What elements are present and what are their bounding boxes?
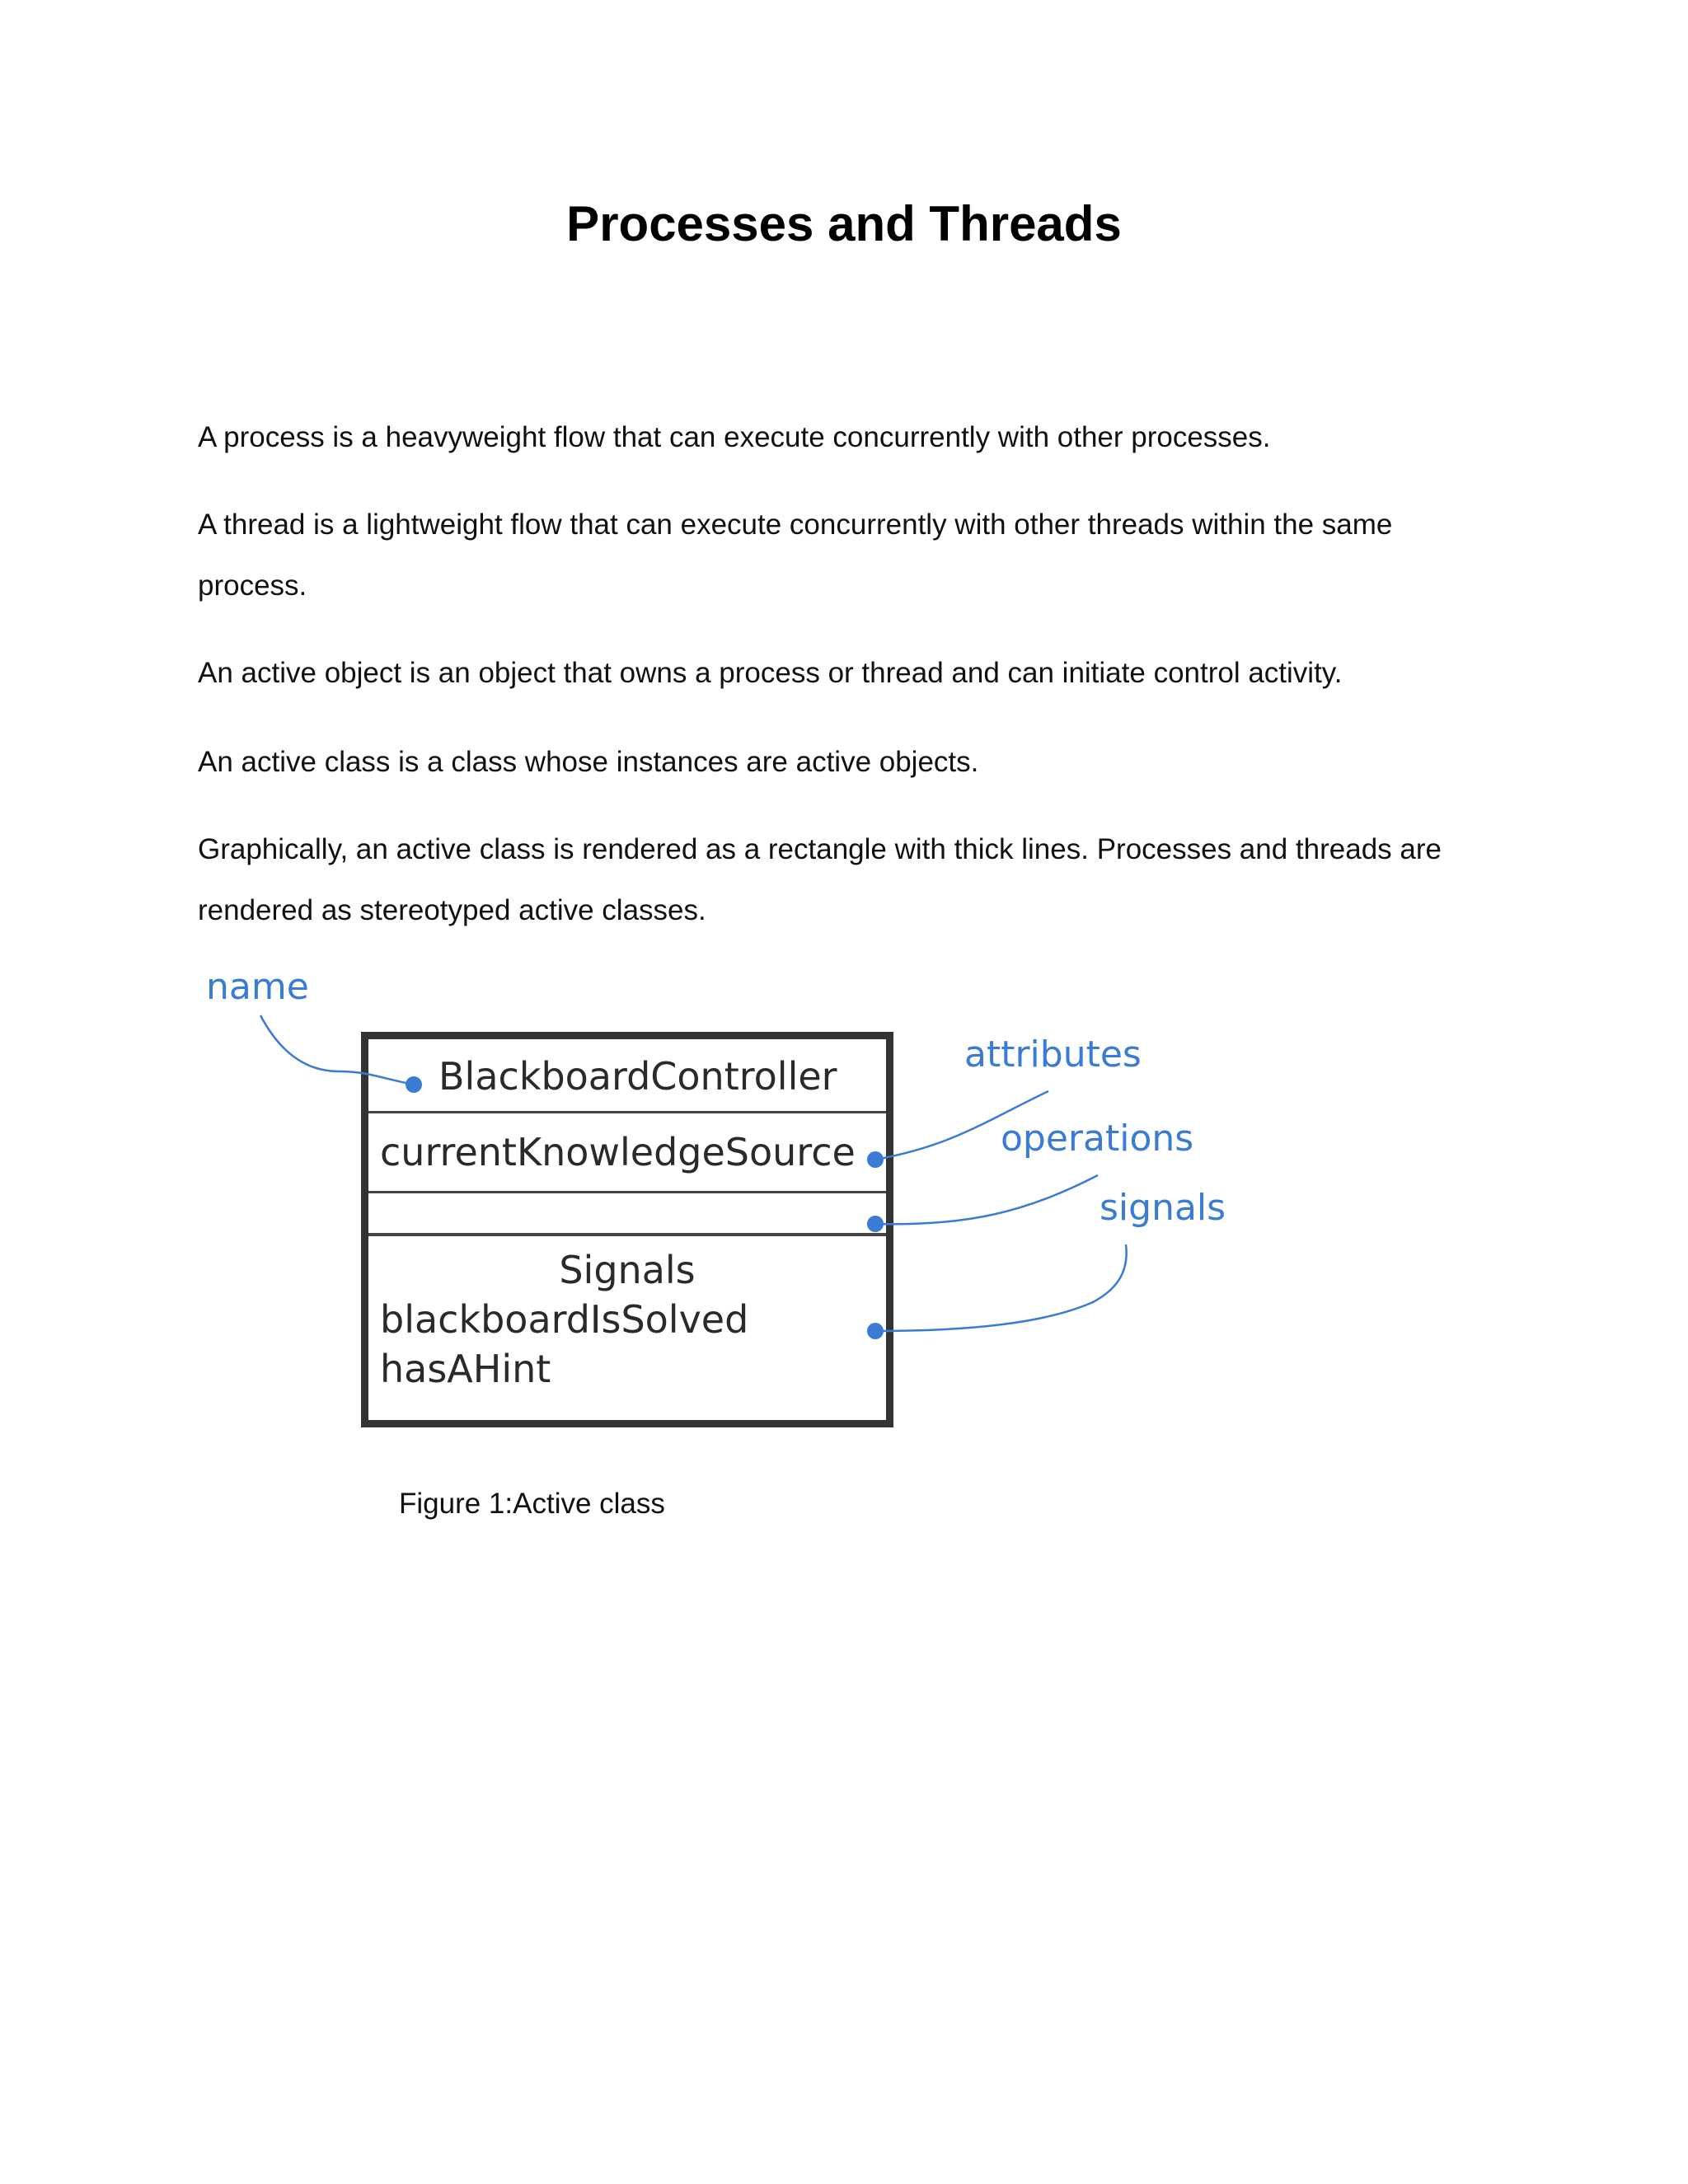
signal-item: hasAHint xyxy=(380,1347,551,1391)
signal-item: blackboardIsSolved xyxy=(380,1297,749,1342)
annotation-name: name xyxy=(206,966,309,1008)
page-title: Processes and Threads xyxy=(566,196,1122,251)
signals-heading: Signals xyxy=(559,1248,696,1292)
attributes-connector-dot xyxy=(867,1151,884,1168)
operations-connector-line xyxy=(875,1175,1098,1224)
annotation-operations: operations xyxy=(1001,1118,1194,1160)
active-class-diagram xyxy=(195,964,1266,1442)
paragraph-active-class: An active class is a class whose instances are active objects. xyxy=(198,746,979,778)
paragraph-graphically: Graphically, an active class is rendered as a rectangle with thick lines. Processes and threads are rendered as stereotyped active classes. xyxy=(198,833,1442,926)
name-connector-line xyxy=(260,1015,414,1085)
paragraph-active-object: An active object is an object that owns a process or thread and can initiate control activity. xyxy=(198,657,1343,689)
operations-connector-dot xyxy=(867,1216,884,1232)
paragraph-process: A process is a heavyweight flow that can execute concurrently with other processes. xyxy=(198,421,1271,453)
figure-caption: Figure 1:Active class xyxy=(399,1488,665,1520)
class-name: BlackboardController xyxy=(438,1054,837,1099)
annotation-signals: signals xyxy=(1100,1187,1226,1229)
attribute-item: currentKnowledgeSource xyxy=(380,1130,856,1174)
annotation-attributes: attributes xyxy=(964,1033,1142,1076)
paragraph-thread: A thread is a lightweight flow that can execute concurrently with other threads within the same process. xyxy=(198,509,1393,602)
name-connector-dot xyxy=(406,1076,422,1093)
signals-connector-line xyxy=(875,1244,1127,1331)
signals-connector-dot xyxy=(867,1323,884,1339)
